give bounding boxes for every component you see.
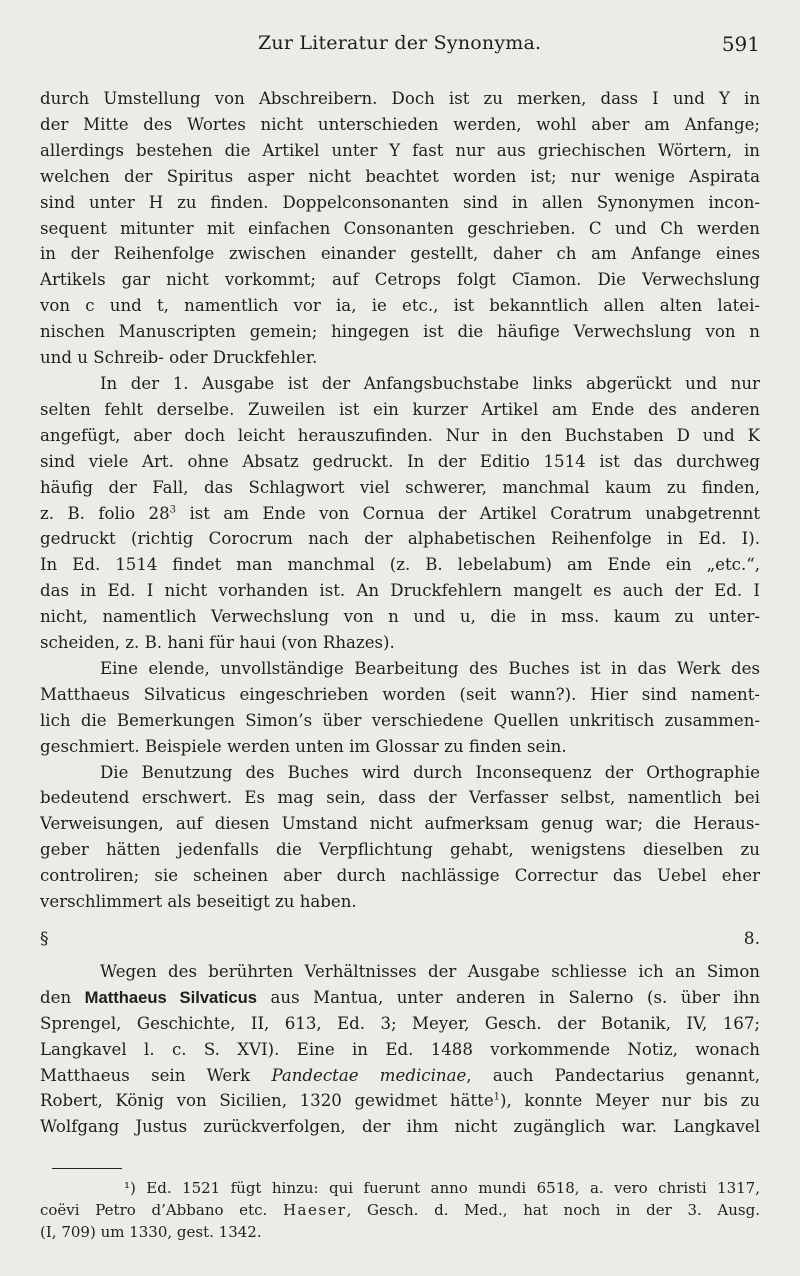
text-line: das in Ed. I nicht vorhanden ist. An Druckfehlern mangelt es auch der Ed. I	[40, 581, 760, 601]
text-span: , auch Pandectarius genannt,	[466, 1065, 760, 1085]
footnote-marker: 1	[493, 1091, 501, 1103]
text-line: controliren; sie scheinen aber durch nachlässige Correctur das Uebel eher	[40, 866, 760, 886]
text-line: In Ed. 1514 findet man manchmal (z. B. lebelabum) am Ende ein „etc.“,	[40, 555, 760, 575]
text-line: Wegen des berührten Verhältnisses der Ausgabe schliesse ich an Simon	[100, 961, 760, 981]
footnote-line	[40, 1199, 760, 1221]
text-line: gedruckt (richtig Corocrum nach der alphabetischen Reihenfolge in Ed. I).	[40, 529, 760, 549]
text-line: Artikels gar nicht vorkommt; auf Cetrops folgt Cīamon. Die Verwechslung	[40, 270, 760, 290]
text-line: Die Benutzung des Buches wird durch Inconsequenz der Orthographie	[100, 762, 760, 782]
text-span: ), konnte Meyer nur bis zu	[500, 1091, 760, 1111]
text-line: nicht, namentlich Verwechslung von n und u, die in mss. kaum zu unter-	[40, 607, 760, 627]
text-line: nischen Manuscripten gemein; hingegen ist die häufige Verwechslung von n	[40, 322, 760, 342]
work-title: Pandectae medicinae	[271, 1065, 467, 1085]
text-line	[40, 1063, 760, 1089]
text-line: geschmiert. Beispiele werden unten im Glossar zu finden sein.	[40, 736, 567, 756]
text-line: sind viele Art. ohne Absatz gedruckt. In der Editio 1514 ist das durchweg	[40, 451, 760, 471]
text-line: Sprengel, Geschichte, II, 613, Ed. 3; Meyer, Gesch. der Botanik, IV, 167;	[40, 1013, 760, 1033]
running-title: Zur Literatur der Synonyma.	[258, 32, 542, 54]
paragraph-2	[40, 371, 760, 656]
body-text	[40, 86, 760, 1140]
text-line: der Mitte des Wortes nicht unterschieden werden, wohl aber am Anfange;	[40, 114, 760, 134]
superscript: 3	[169, 503, 177, 515]
text-line: selten fehlt derselbe. Zuweilen ist ein kurzer Artikel am Ende des anderen	[40, 399, 760, 419]
text-line: in der Reihenfolge zwischen einander gestellt, daher ch am Anfange eines	[40, 244, 760, 264]
text-line	[40, 1088, 760, 1114]
footnote-divider	[52, 1168, 122, 1169]
text-line: sind unter H zu finden. Doppelconsonanten sind in allen Synonymen incon-	[40, 192, 760, 212]
section-heading: § 8.	[40, 929, 760, 949]
footnote	[40, 1177, 760, 1243]
page-header	[40, 32, 760, 60]
text-span: ist am Ende von Cornua der Artikel Coratrum unabgetrennt	[176, 503, 760, 523]
text-span: , Gesch. d. Med., hat noch in der 3. Ausg.	[346, 1201, 760, 1220]
text-line: geber hätten jedenfalls die Verpflichtung gehabt, wenigstens dieselben zu	[40, 840, 760, 860]
text-line: Matthaeus Silvaticus eingeschrieben worden (seit wann?). Hier sind nament-	[40, 684, 760, 704]
text-line: allerdings bestehen die Artikel unter Y fast nur aus griechischen Wörtern, in	[40, 140, 760, 160]
footnote-line: (I, 709) um 1330, gest. 1342.	[40, 1223, 262, 1242]
text-line: von c und t, namentlich vor ia, ie etc., ist bekanntlich allen alten latei-	[40, 296, 760, 316]
text-span: aus Mantua, unter anderen in Salerno (s. über ihn	[257, 987, 760, 1007]
text-line: häufig der Fall, das Schlagwort viel schwerer, manchmal kaum zu finden,	[40, 477, 760, 497]
text-line: und u Schreib- oder Druckfehler.	[40, 348, 318, 368]
paragraph-1	[40, 86, 760, 371]
paragraph-4	[40, 760, 760, 915]
text-line: In der 1. Ausgabe ist der Anfangsbuchstabe links abgerückt und nur	[100, 373, 760, 393]
text-line: welchen der Spiritus asper nicht beachtet worden ist; nur wenige Aspirata	[40, 166, 760, 186]
text-span: Robert, König von Sicilien, 1320 gewidmet hätte	[40, 1091, 494, 1111]
page-number: 591	[721, 32, 760, 56]
text-line: verschlimmert als beseitigt zu haben.	[40, 892, 357, 912]
text-line	[40, 985, 760, 1011]
paragraph-5	[40, 959, 760, 1140]
author-name: Matthaeus Silvaticus	[84, 987, 258, 1007]
text-line: Eine elende, unvollständige Bearbeitung des Buches ist in das Werk des	[100, 658, 760, 678]
text-line: Verweisungen, auf diesen Umstand nicht aufmerksam genug war; die Heraus-	[40, 814, 760, 834]
text-line: Langkavel l. c. S. XVI). Eine in Ed. 1488 vorkommende Notiz, wonach	[40, 1039, 760, 1059]
text-line: bedeutend erschwert. Es mag sein, dass der Verfasser selbst, namentlich bei	[40, 788, 760, 808]
author-name: Haeser	[282, 1201, 347, 1220]
text-line	[40, 501, 760, 527]
text-line: scheiden, z. B. hani für haui (von Rhazes).	[40, 633, 395, 653]
text-line: durch Umstellung von Abschreibern. Doch ist zu merken, dass I und Y in	[40, 89, 760, 108]
text-span: Matthaeus sein Werk	[40, 1065, 272, 1085]
text-line: Wolfgang Justus zurückverfolgen, der ihm nicht zugänglich war. Langkavel	[40, 1117, 760, 1137]
paragraph-3	[40, 656, 760, 760]
text-span: z. B. folio 28	[40, 503, 170, 523]
text-span: coëvi Petro d’Abbano etc.	[40, 1201, 283, 1220]
text-span: den	[40, 987, 85, 1007]
footnote-line: ¹) Ed. 1521 fügt hinzu: qui fuerunt anno mundi 6518, a. vero christi 1317,	[124, 1179, 760, 1198]
text-line: lich die Bemerkungen Simon’s über verschiedene Quellen unkritisch zusammen-	[40, 710, 760, 730]
text-line: sequent mitunter mit einfachen Consonanten geschrieben. C und Ch werden	[40, 218, 760, 238]
text-line: angefügt, aber doch leicht herauszufinden. Nur in den Buchstaben D und K	[40, 425, 760, 445]
